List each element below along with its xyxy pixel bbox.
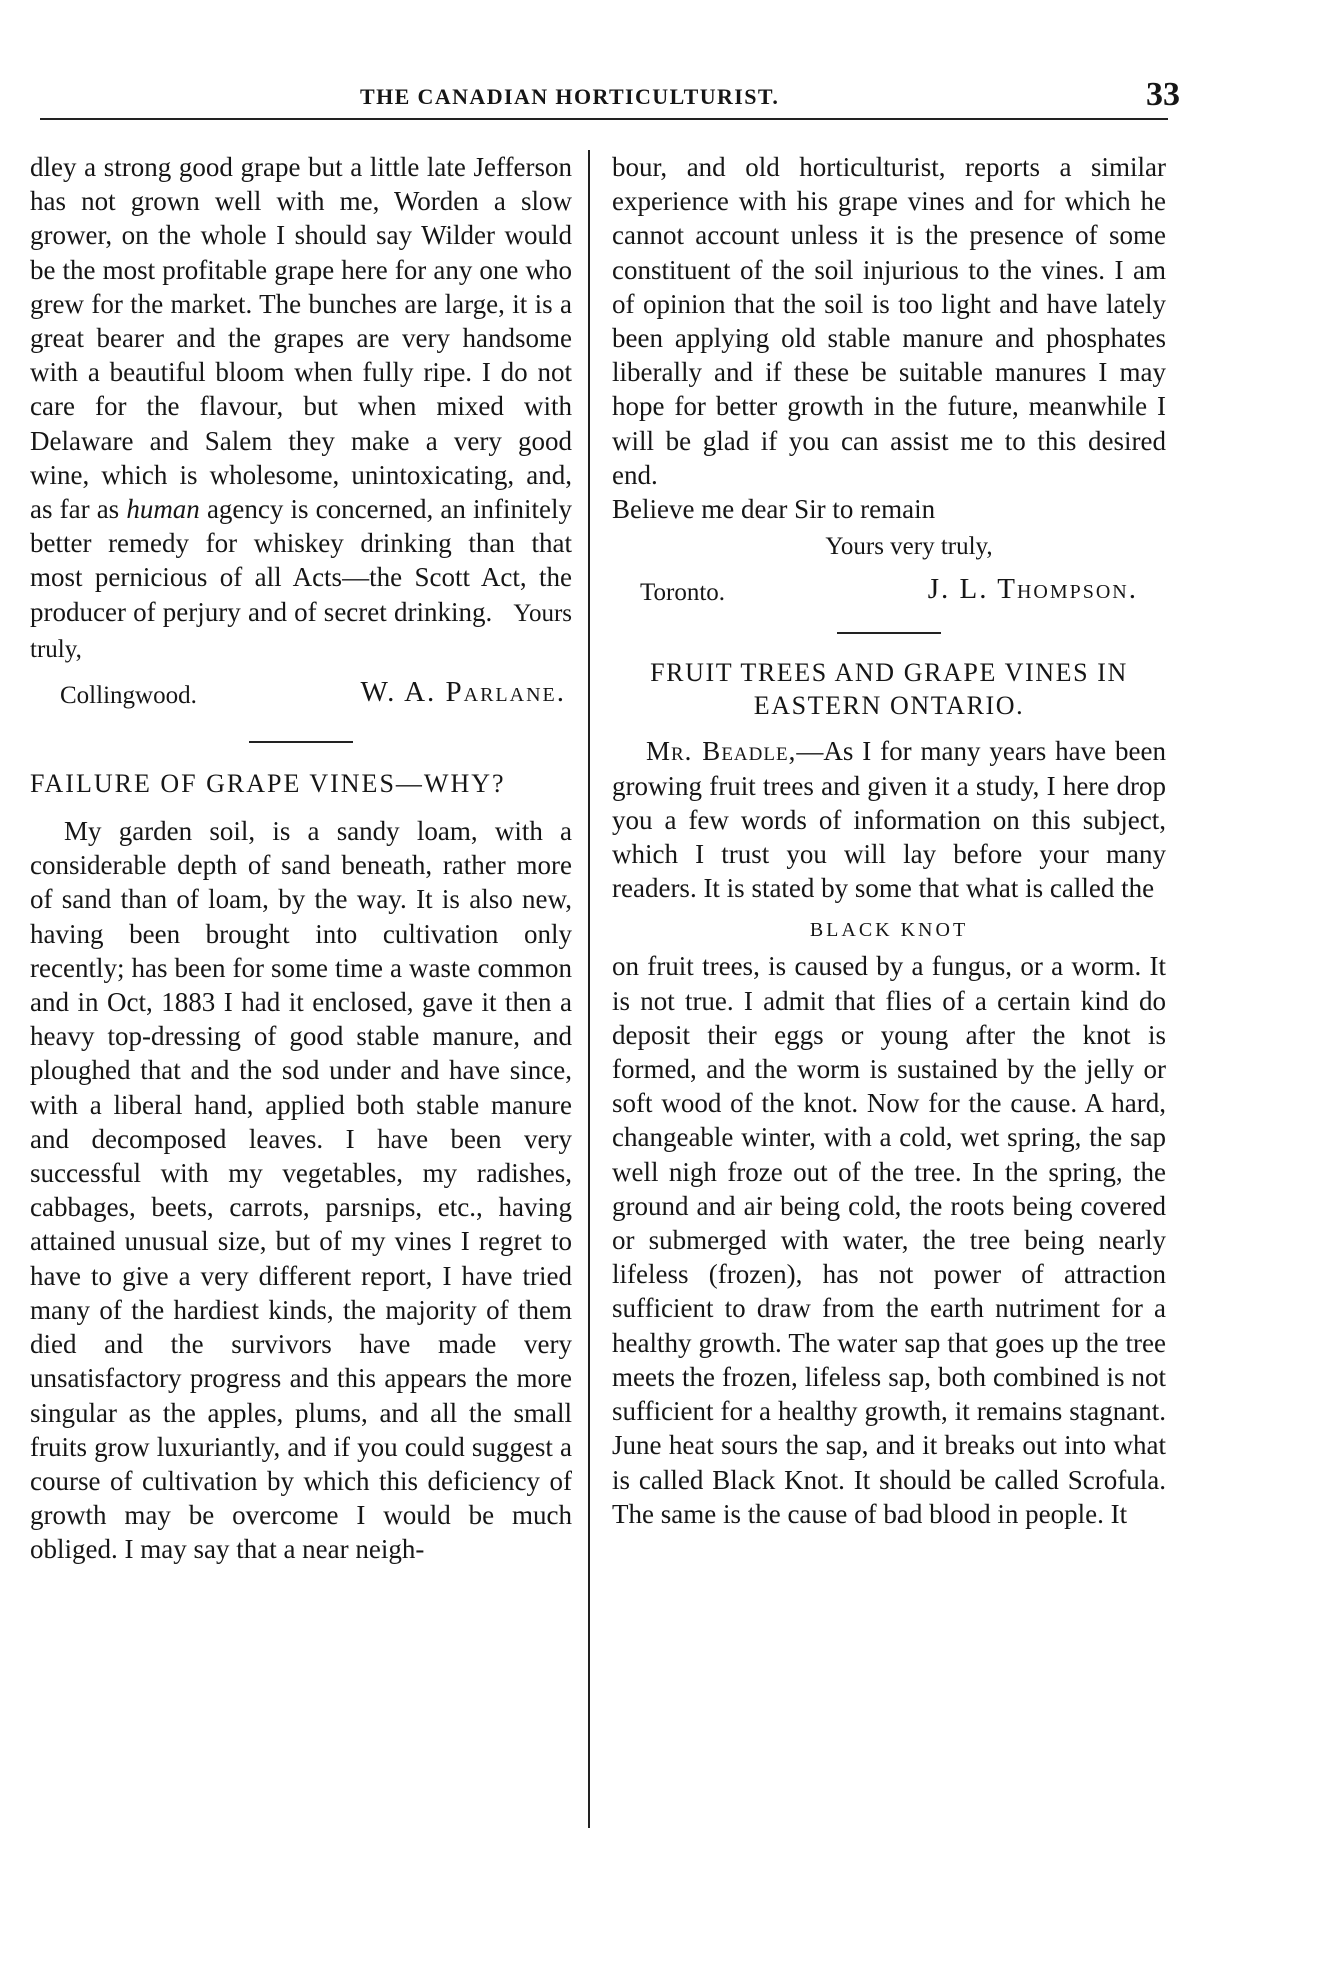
letter-closing-line: Believe me dear Sir to remain (612, 494, 936, 525)
letter-signoff (30, 673, 572, 713)
signoff-place: Collingwood. (60, 682, 197, 710)
signoff-place: Toronto. (640, 579, 726, 607)
letter-closing: Yours truly, (30, 599, 572, 663)
emphasis-word: human (126, 494, 200, 525)
paragraph-tail: agency is concerned, an infinitely better remedy for whiskey drinking than that most pernicious of all Acts—the Scott Act, the producer of perjury and of secret drinking. (30, 494, 573, 627)
column-divider (588, 150, 590, 1828)
body-paragraph: on fruit trees, is caused by a fungus, or a worm. It is not true. I admit that flies of a certain kind do deposit their eggs or young after the knot is formed, and the worm is sustained by the jelly or soft wood of the knot. Now for the cause. A hard, changeable winter, with a cold, wet spring, the sap well nigh froze out of the tree. In the spring, the ground and air being cold, the roots being covered or submerged with water, the tree being nearly lifeless (frozen), has not power of attraction sufficient to draw from the earth nutriment for a healthy growth. The water sap that goes up the tree meets the frozen, lifeless sap, both combined is not sufficient for a healthy growth, it remains stagnant. June heat sours the sap, and it breaks out into what is called Black Knot. It should be called Scrofula. The same is the cause of bad blood in people. It (612, 951, 1166, 1529)
running-title: THE CANADIAN HORTICULTURIST. (360, 84, 780, 109)
section-rule (249, 741, 353, 743)
intro-text: —As I for many years have been growing fruit trees and given it a study, I here drop you a few words of information on this subject, which I trust you will lay before your many readers. It is stated by some that what is called the (612, 736, 1167, 904)
continued-paragraph: bour, and old horticulturist, reports a similar experience with his grape vines and for which he cannot account unless it is the presence of some constituent of the soil injurious to the vines. I am of opinion that the soil is too light and have lately been applying old stable manure and phosphates liberally and if these be suitable manures I may hope for better growth in the future, meanwhile I will be glad if you can assist me to this desired end. (612, 152, 1166, 490)
header-rule (40, 118, 1168, 120)
sub-heading: BLACK KNOT (809, 919, 969, 942)
left-column (30, 150, 572, 1567)
section-rule (837, 632, 941, 634)
section-heading: FAILURE OF GRAPE VINES—WHY? (30, 769, 506, 799)
paragraph-text: dley a strong good grape but a little late Jefferson has not grown well with me, Worden a slow grower, on the whole I should say Wilder would be the most profitable grape here for any one who grew for the market. The bunches are large, it is a great bearer and the grapes are very handsome with a beautiful bloom when fully ripe. I do not care for the flavour, but when mixed with Delaware and Salem they make a very good wine, which is wholesome, unintoxicating, and, as far as (30, 152, 572, 525)
right-column (612, 150, 1166, 1531)
letter-closing: Yours very truly, (825, 533, 993, 561)
intro-paragraph (612, 734, 1166, 905)
signoff-name: W. A. Parlane. (360, 676, 566, 709)
continued-paragraph (30, 150, 572, 667)
signoff-name: J. L. Thompson. (927, 573, 1138, 606)
page-number: 33 (1146, 76, 1180, 113)
section-paragraph: My garden soil, is a sandy loam, with a considerable depth of sand beneath, rather more of sand than of loam, by the way. It is also new, having been brought into cultivation only recently; has been for some time a waste common and in Oct, 1883 I had it enclosed, gave it then a heavy top-dressing of good stable manure, and ploughed that and the sod under and have since, with a liberal hand, applied both stable manure and decomposed leaves. I have been very successful with my vegetables, my radishes, cabbages, beets, carrots, parsnips, etc., having attained unusual size, but of my vines I regret to have to give a very different report, I have tried many of the hardiest kinds, the majority of them died and the survivors have made very unsatisfactory progress and this appears the more singular as the apples, plums, and all the small fruits grow luxuriantly, and if you could suggest a course of cultivation by which this deficiency of growth may be overcome I would be much obliged. I may say that a near neigh- (30, 816, 572, 1565)
salutation: Mr. Beadle, (646, 736, 797, 767)
letter-signoff (612, 570, 1166, 610)
section-heading: FRUIT TREES AND GRAPE VINES IN EASTERN ONTARIO. (650, 658, 1128, 721)
